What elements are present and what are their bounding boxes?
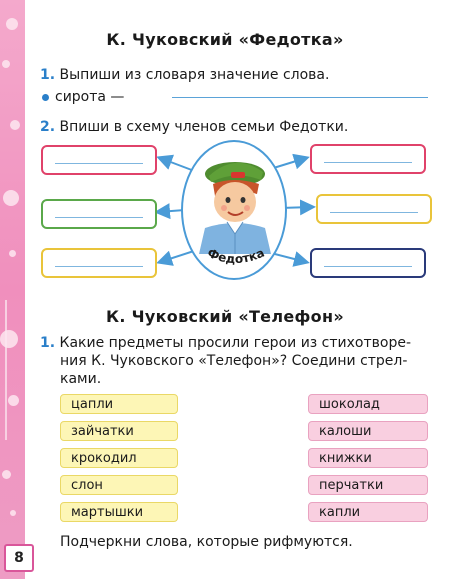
family-box-3[interactable]	[41, 248, 157, 278]
task-number: 1.	[40, 67, 56, 83]
left-word[interactable]: крокодил	[60, 448, 178, 468]
vocab-word: сирота —	[55, 89, 125, 105]
task-number: 2.	[40, 119, 56, 135]
section2-title: К. Чуковский «Телефон»	[106, 307, 344, 326]
fedotka-illustration	[183, 142, 283, 276]
right-word[interactable]: капли	[308, 502, 428, 522]
section1-title: К. Чуковский «Федотка»	[106, 30, 344, 49]
right-word[interactable]: калоши	[308, 421, 428, 441]
right-word[interactable]: шоколад	[308, 394, 428, 414]
family-box-4[interactable]	[310, 144, 426, 174]
family-box-6[interactable]	[310, 248, 426, 278]
task-text: Выпиши из словаря значение слова.	[59, 67, 330, 83]
task-text: Впиши в схему членов семьи Федотки.	[59, 119, 349, 135]
left-word[interactable]: слон	[60, 475, 178, 495]
right-word[interactable]: книжки	[308, 448, 428, 468]
family-box-2[interactable]	[41, 199, 157, 229]
family-box-1[interactable]	[41, 145, 157, 175]
task3-line-2: ния К. Чуковского «Телефон»? Соедини стрел-	[60, 353, 408, 369]
left-word[interactable]: цапли	[60, 394, 178, 414]
page-number: 8	[4, 544, 34, 572]
fedotka-label: Федотка	[205, 245, 267, 267]
task3-question	[40, 334, 411, 352]
task-number: 1.	[40, 335, 56, 351]
left-word[interactable]: мартышки	[60, 502, 178, 522]
family-box-5[interactable]	[316, 194, 432, 224]
task-text-line-1: Какие предметы просили герои из стихотворе-	[59, 335, 412, 351]
right-word[interactable]: перчатки	[308, 475, 428, 495]
underline-instruction: Подчеркни слова, которые рифмуются.	[60, 534, 353, 550]
task3-line-3: ками.	[60, 371, 102, 387]
left-word[interactable]: зайчатки	[60, 421, 178, 441]
